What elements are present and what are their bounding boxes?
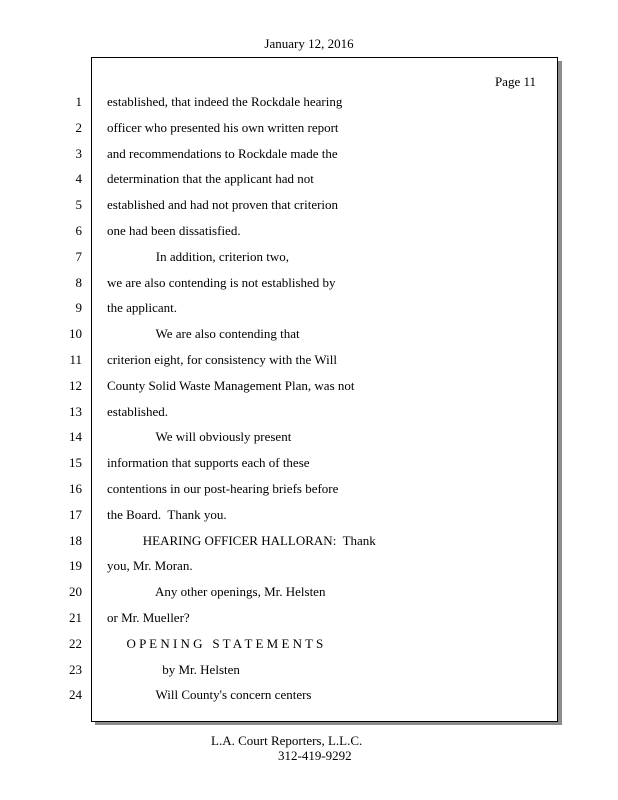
line-text: by Mr. Helsten <box>107 661 240 677</box>
footer-phone: 312-419-9292 <box>278 748 352 763</box>
line-number: 15 <box>69 455 82 471</box>
transcript-line <box>0 480 618 506</box>
transcript-line <box>0 403 618 429</box>
line-number: 14 <box>69 429 82 445</box>
transcript-line <box>0 325 618 351</box>
line-text: established, that indeed the Rockdale hearing <box>107 94 343 109</box>
line-text: Will County's concern centers <box>107 687 312 703</box>
footer-company: L.A. Court Reporters, L.L.C. <box>211 733 363 748</box>
line-text: criterion eight, for consistency with the Will <box>107 351 337 367</box>
line-number: 1 <box>75 94 82 109</box>
transcript-line <box>0 454 618 480</box>
line-text: Any other openings, Mr. Helsten <box>107 584 326 600</box>
line-text: the Board. Thank you. <box>107 506 227 522</box>
line-number: 3 <box>75 145 82 161</box>
line-text: We are also contending that <box>107 326 300 342</box>
line-number: 9 <box>75 300 82 316</box>
line-text: information that supports each of these <box>107 455 310 471</box>
transcript-line <box>0 661 618 687</box>
line-text: established and had not proven that criterion <box>107 197 339 213</box>
transcript-line <box>0 532 618 558</box>
transcript-line <box>0 145 618 171</box>
transcript-line <box>0 170 618 196</box>
line-text: the applicant. <box>107 300 178 316</box>
line-text: We will obviously present <box>107 429 292 445</box>
transcript-line <box>0 299 618 325</box>
line-number: 12 <box>69 377 82 393</box>
transcript-line <box>0 274 618 300</box>
page-number: Page 11 <box>494 74 536 89</box>
line-text: you, Mr. Moran. <box>107 558 193 574</box>
line-number: 17 <box>69 506 82 522</box>
transcript-line <box>0 93 618 119</box>
line-number: 24 <box>69 687 82 703</box>
line-number: 6 <box>75 222 82 238</box>
line-number: 19 <box>69 558 82 574</box>
line-text: In addition, criterion two, <box>107 248 289 264</box>
line-number: 5 <box>75 197 82 213</box>
transcript-line <box>0 248 618 274</box>
transcript-line <box>0 377 618 403</box>
line-text: one had been dissatisfied. <box>107 222 241 238</box>
line-number: 16 <box>69 480 82 496</box>
line-number: 4 <box>75 171 82 187</box>
line-number: 13 <box>69 403 82 419</box>
transcript-line <box>0 196 618 222</box>
transcript-line <box>0 119 618 145</box>
line-number: 2 <box>75 119 82 135</box>
line-text: determination that the applicant had not <box>107 171 314 187</box>
page-header-date: January 12, 2016 <box>264 36 354 51</box>
line-text: O P E N I N G S T A T E M E N T S <box>107 635 324 651</box>
transcript-line <box>0 351 618 377</box>
transcript-line <box>0 609 618 635</box>
line-text: officer who presented his own written report <box>107 119 339 135</box>
line-text: County Solid Waste Management Plan, was not <box>107 377 355 393</box>
line-text: contentions in our post-hearing briefs before <box>107 480 339 496</box>
line-text: and recommendations to Rockdale made the <box>107 145 338 161</box>
transcript-line <box>0 557 618 583</box>
line-number: 22 <box>69 635 82 651</box>
line-text: or Mr. Mueller? <box>107 609 190 625</box>
line-number: 18 <box>69 532 82 548</box>
transcript-line <box>0 635 618 661</box>
transcript-line <box>0 428 618 454</box>
line-number: 11 <box>69 351 82 367</box>
transcript-line <box>0 222 618 248</box>
line-number: 20 <box>69 584 82 600</box>
transcript-line <box>0 506 618 532</box>
transcript-line <box>0 686 618 712</box>
line-number: 21 <box>69 609 82 625</box>
line-number: 23 <box>69 661 82 677</box>
line-number: 7 <box>75 248 82 264</box>
line-number: 10 <box>69 326 82 342</box>
line-number: 8 <box>75 274 82 290</box>
line-text: HEARING OFFICER HALLORAN: Thank <box>107 532 376 548</box>
line-text: established. <box>107 403 169 419</box>
line-text: we are also contending is not established by <box>107 274 336 290</box>
transcript-lines <box>0 93 618 712</box>
transcript-line <box>0 583 618 609</box>
